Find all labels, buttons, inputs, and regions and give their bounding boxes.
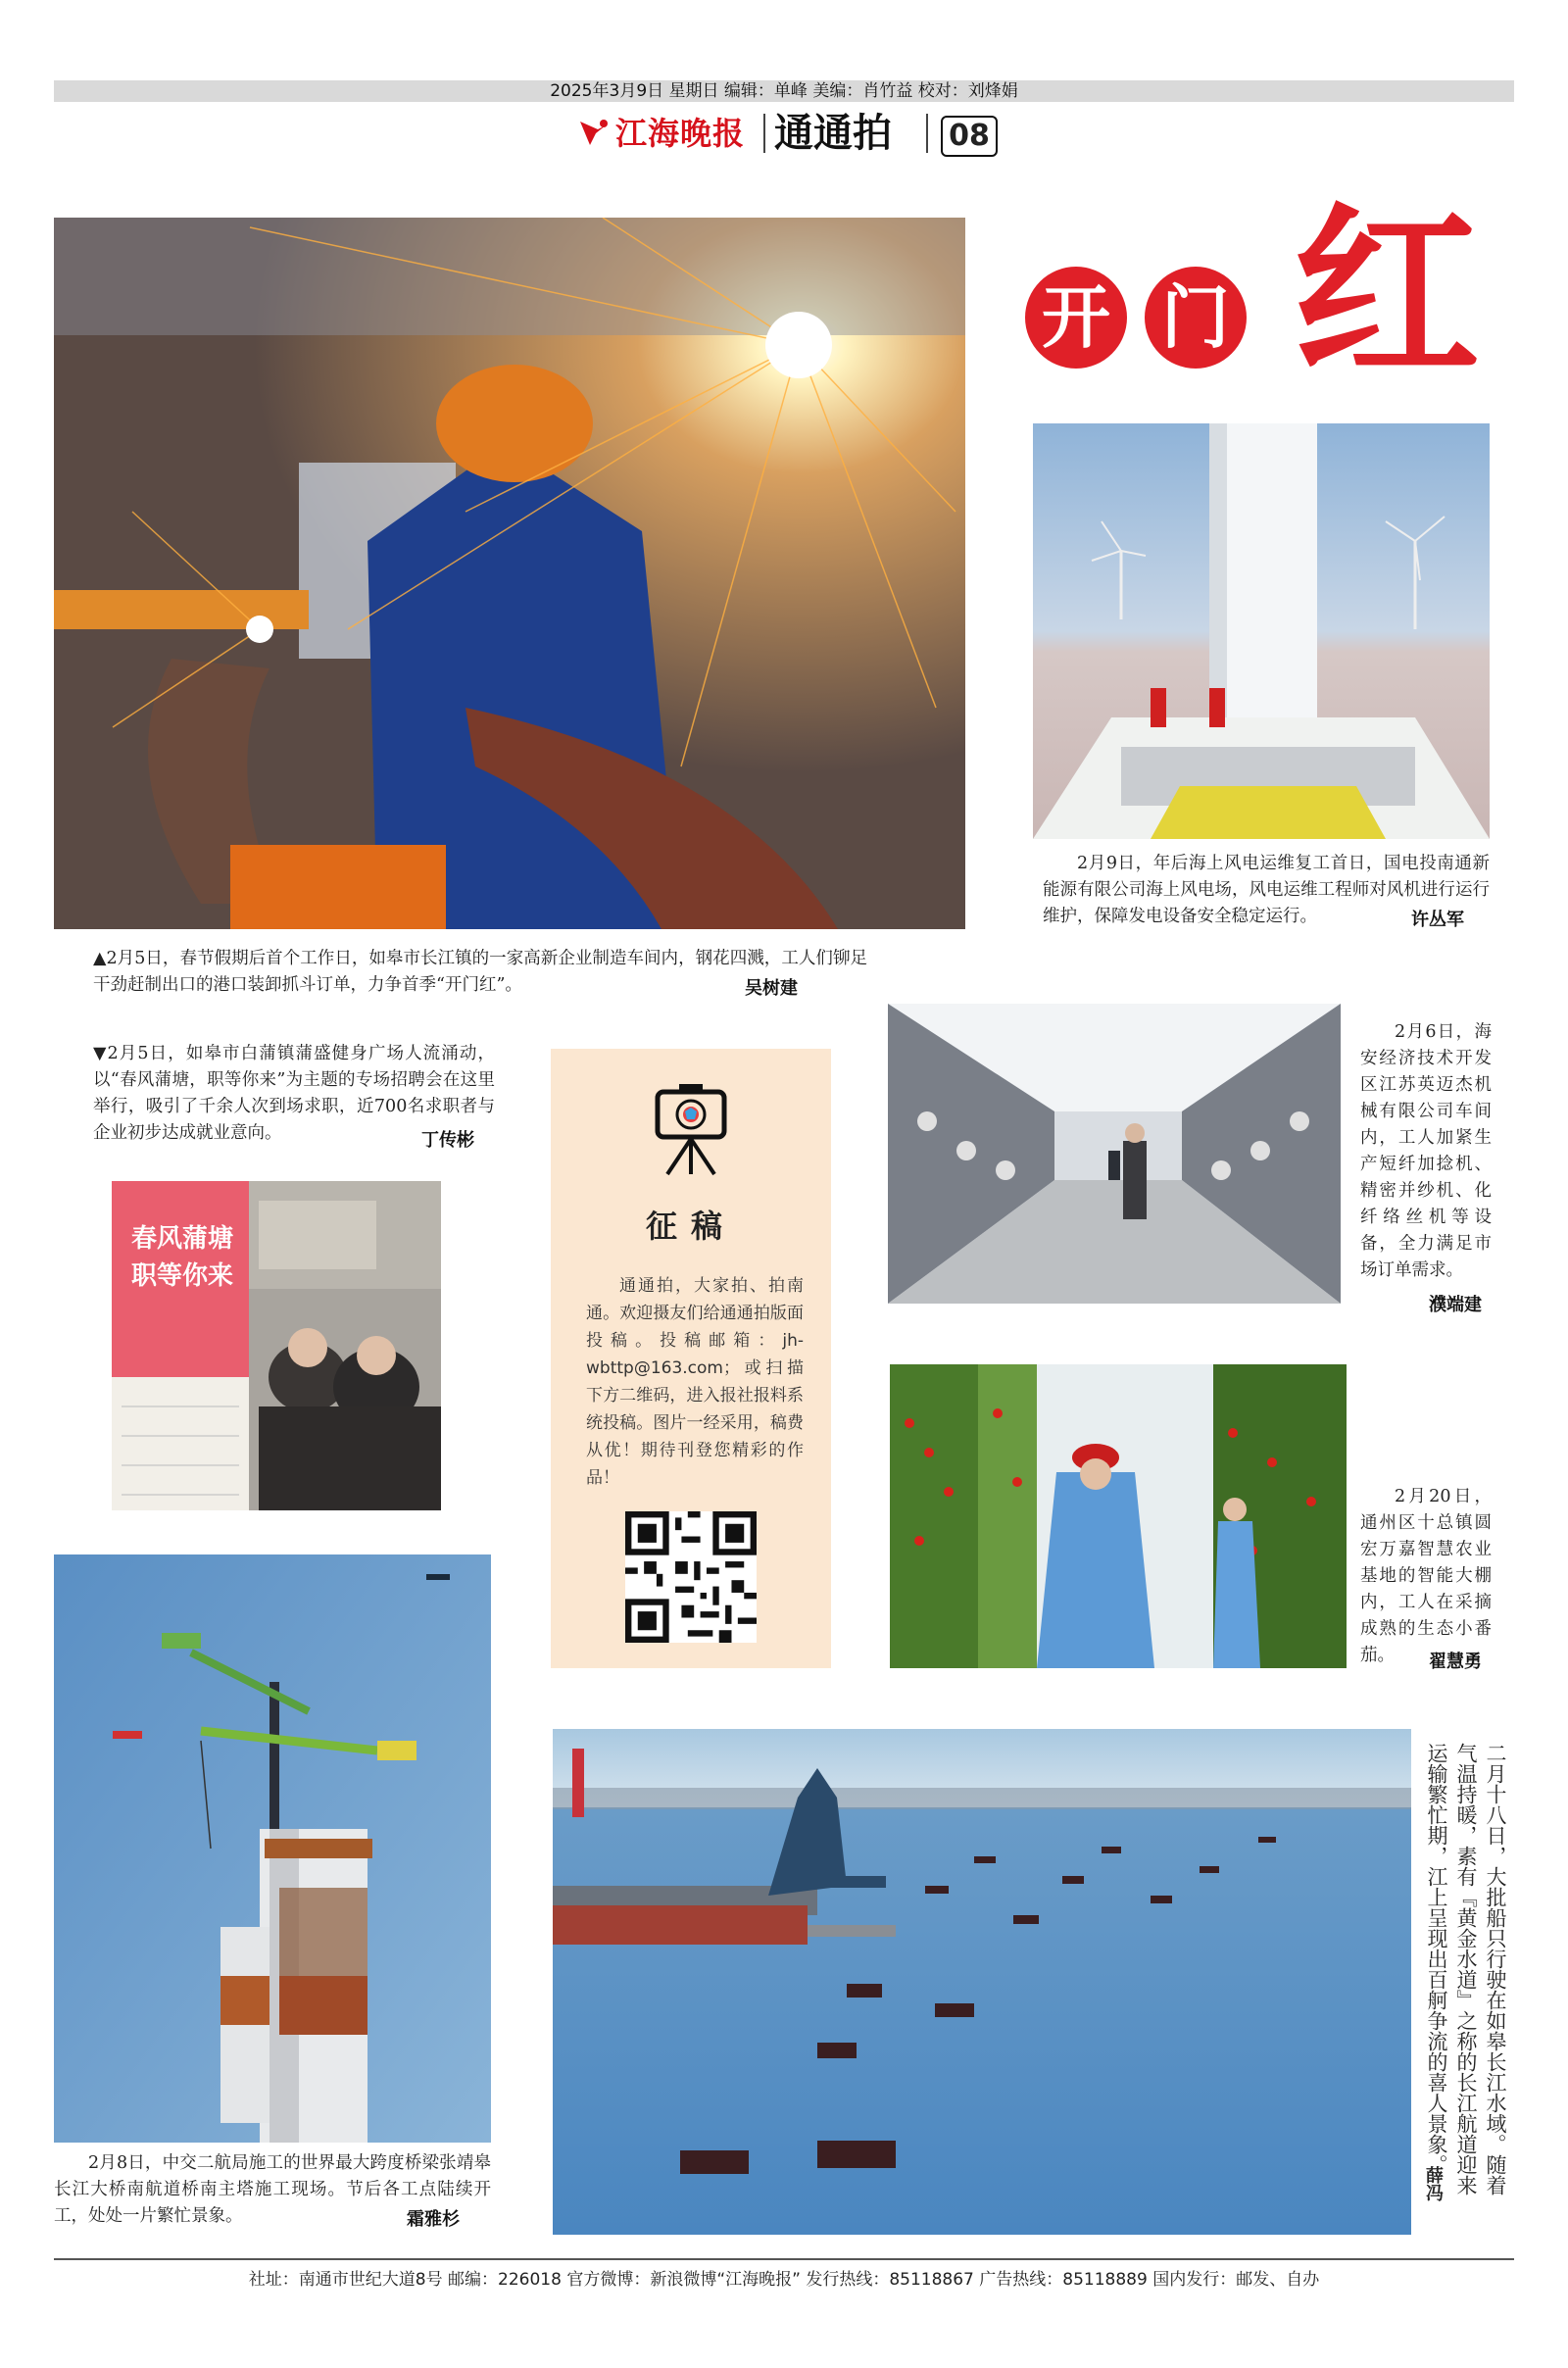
jobfair-banner-line1: 春风蒲塘 [130, 1224, 233, 1254]
welding-caption: ▲2月5日，春节假期后首个工作日，如皋市长江镇的一家高新企业制造车间内，钢花四溅，工人们铆足干劲赶制出口的港口装卸抓斗订单，力争首季“开门红”。 [93, 949, 867, 995]
factory-photo [888, 1004, 1341, 1304]
call-title: 征稿 [645, 1208, 736, 1245]
jobfair-banner-line2: 职等你来 [130, 1261, 233, 1291]
newspaper-logo-icon [576, 116, 612, 151]
masthead-divider [763, 114, 765, 153]
bridge-caption: 2月8日，中交二航局施工的世界最大跨度桥梁张靖皋长江大桥南航道桥南主塔施工现场。节后各工点陆续开工，处处一片繁忙景象。 [54, 2153, 491, 2226]
title-char-men: 门 [1145, 267, 1247, 369]
tomato-credit: 翟慧勇 [1429, 1652, 1482, 1672]
river-ships-photo [553, 1729, 1411, 2235]
dateline-bar [54, 80, 1514, 102]
newspaper-name: 江海晚报 [615, 115, 746, 152]
jobfair-photo [112, 1181, 441, 1510]
wind-credit: 许丛军 [1411, 910, 1464, 930]
qr-code[interactable] [625, 1511, 757, 1643]
title-char-kai: 开 [1025, 267, 1127, 369]
river-caption: 二月十八日，大批船只行驶在如皋长江水域。随着气温持暖，素有『黄金水道』之称的长江航道迎来运输繁忙期，江上呈现出百舸争流的喜人景象。 [1425, 1743, 1507, 2195]
bridge-tower-photo [54, 1554, 491, 2143]
title-char-hong: 红 [1294, 184, 1481, 403]
jobfair-banner [123, 1220, 241, 1295]
masthead-divider [926, 114, 928, 153]
page-number: 08 [941, 116, 998, 157]
jobfair-credit: 丁传彬 [421, 1130, 474, 1151]
call-body: 通通拍，大家拍、拍南通。欢迎摄友们给通通拍版面投稿。投稿邮箱：jh-wbttp@163.com；或扫描下方二维码，进入报社报料系统投稿。图片一经采用，稿费从优！期待刊登您精彩的作品！ [586, 1276, 804, 1488]
tomato-caption: 2月20日，通州区十总镇圆宏万嘉智慧农业基地的智能大棚内，工人在采摘成熟的生态小番茄。 [1360, 1487, 1492, 1665]
call-for-submissions-box [551, 1049, 831, 1668]
bridge-credit: 霜雅杉 [407, 2209, 460, 2230]
footer-info: 社址：南通市世纪大道8号 邮编：226018 官方微博：新浪微博“江海晚报” 发行热线：85118867 广告热线：85118889 国内发行：邮发、自办 [248, 2270, 1320, 2290]
dateline: 2025年3月9日 星期日 编辑：单峰 美编：肖竹益 校对：刘烽娟 [550, 81, 1018, 101]
river-credit: 薛冯 [1423, 2166, 1444, 2201]
welding-photo [54, 218, 965, 929]
factory-credit: 濮端建 [1429, 1295, 1482, 1315]
tomato-greenhouse-photo [890, 1364, 1347, 1668]
welding-credit: 吴树建 [745, 978, 798, 999]
wind-turbine-photo [1033, 423, 1490, 839]
wind-caption: 2月9日，年后海上风电运维复工首日，国电投南通新能源有限公司海上风电场，风电运维工程师对风机进行运行维护，保障发电设备安全稳定运行。 [1043, 854, 1490, 926]
footer-divider [54, 2258, 1514, 2260]
jobfair-caption: ▼2月5日，如皋市白蒲镇蒲盛健身广场人流涌动，以“春风蒲塘，职等你来”为主题的专场招聘会在这里举行，吸引了千余人次到场求职，近700名求职者与企业初步达成就业意向。 [93, 1044, 495, 1143]
section-title: 通通拍 [774, 111, 892, 156]
camera-tripod-icon [654, 1078, 728, 1176]
factory-caption: 2月6日，海安经济技术开发区江苏英迈杰机械有限公司车间内，工人加紧生产短纤加捻机、精密并纱机、化纤络丝机等设备，全力满足市场订单需求。 [1360, 1022, 1492, 1280]
